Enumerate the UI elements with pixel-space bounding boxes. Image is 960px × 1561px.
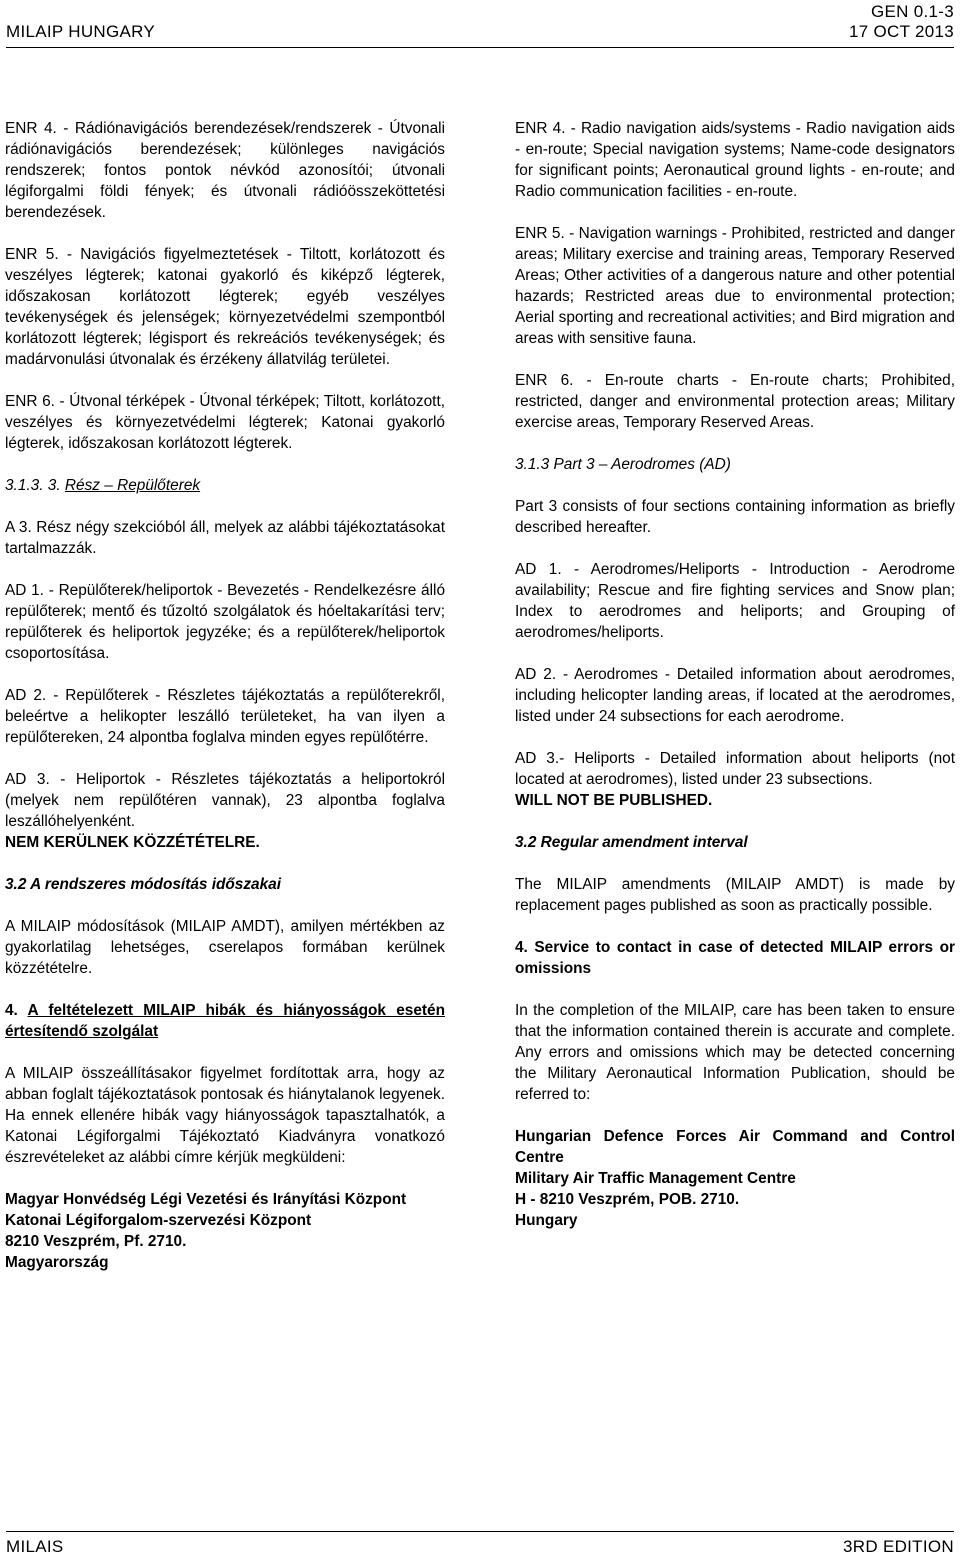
address-line: Military Air Traffic Management Centre [515,1170,796,1187]
amendment-paragraph-hu: A MILAIP módosítások (MILAIP AMDT), amilyen mértékben az gyakorlatilag lehetséges, cserelapos formában kerülnek közzétételre. [5,918,445,977]
ad1-paragraph-hu: AD 1. - Repülőterek/heliportok - Bevezetés - Rendelkezésre álló repülőterek; mentő és tűzoltó szolgálatok és hóeltakarítási terv; repülőterek és heliportok jegyzéke; és a repülőterek/heliportok csoportosítása. [5,582,445,662]
ad2-paragraph-hu: AD 2. - Repülőterek - Részletes tájékoztatás a repülőterekről, beleértve a helikopter leszálló területeket, ha van ilyen a repülőtereken, 24 alpontba foglalva minden egyes repülőtérre. [5,687,445,746]
ad3-text: AD 3. - Heliportok - Részletes tájékoztatás a heliportokról (melyek nem repülőtéren vannak), 23 alpontba foglalva leszállóhelyenként. [5,771,445,830]
page-reference: GEN 0.1-3 [870,2,954,21]
address-line: Hungary [515,1212,578,1229]
section-heading-32-en: 3.2 Regular amendment interval [515,834,748,851]
header-rule [6,47,954,48]
errors-paragraph-hu: A MILAIP összeállításakor figyelmet fordítottak arra, hogy az abban foglalt tájékoztatások pontosak és hiánytalanok legyenek. Ha ennek ellenére hibák vagy hiányosságok tapasztalhatók, a Katonai Légiforgalmi Tájékoztató Kiadványra vonatkozó észrevételeket az alábbi címre kérjük megküldeni: [5,1065,445,1166]
hungarian-column [5,118,445,1273]
publication-title: MILAIP HUNGARY [6,22,156,41]
section-heading-4-hu [5,1000,445,1042]
address-line: Magyarország [5,1254,109,1271]
ad3-paragraph-hu [5,769,445,853]
enr4-paragraph-hu: ENR 4. - Rádiónavigációs berendezések/rendszerek - Útvonali rádiónavigációs berendezések; különleges navigációs rendszerek; fontos pontok névkód azonosítói; útvonali légiforgalmi földi fények; és útvonali rádióösszeköttetési berendezések. [5,120,445,221]
errors-paragraph-en: In the completion of the MILAIP, care has been taken to ensure that the information contained therein is accurate and complete. Any errors and omissions which may be detected concerning the Military Aeronautical Information Publication, should be referred to: [515,1002,955,1103]
section-heading-313-en: 3.1.3 Part 3 – Aerodromes (AD) [515,456,731,473]
address-line: Katonai Légiforgalom-szervezési Központ [5,1212,312,1229]
page-header [6,0,954,46]
address-line: H - 8210 Veszprém, POB. 2710. [515,1191,740,1208]
section-number: 4. [5,1002,28,1019]
section-heading-4-en: 4. Service to contact in case of detected MILAIP errors or omissions [515,939,955,977]
part3-intro-hu: A 3. Rész négy szekcióból áll, melyek az alábbi tájékoztatásokat tartalmazzák. [5,519,445,557]
contact-address-hu [5,1189,445,1273]
enr5-paragraph-hu: ENR 5. - Navigációs figyelmeztetések - Tiltott, korlátozott és veszélyes légterek; katonai gyakorló és kiképző légterek, időszakosan korlátozott légterek; egyéb veszélyes tevékenységek és jelenségek; környezetvédelmi szempontból korlátozott légterek; légisport és rekreációs tevékenységek; és madárvonulási útvonalak és érzékeny állatvilág területei. [5,246,445,368]
enr4-paragraph-en: ENR 4. - Radio navigation aids/systems - Radio navigation aids - en-route; Special navigation systems; Name-code designators for significant points; Aeronautical ground lights - en-route; and Radio communication facilities - en-route. [515,120,955,200]
ad3-not-published-note: WILL NOT BE PUBLISHED. [515,792,713,809]
issue-date: 17 OCT 2013 [848,22,954,41]
footer-rule [6,1531,954,1532]
ad3-not-published-note: NEM KERÜLNEK KÖZZÉTÉTELRE. [5,834,260,851]
enr5-paragraph-en: ENR 5. - Navigation warnings - Prohibited, restricted and danger areas; Military exercise and training areas, Temporary Reserved Areas; Other activities of a dangerous nature and other potential hazards; Restricted areas due to environmental protection; Aerial sporting and recreational activities; and Bird migration and areas with sensitive fauna. [515,225,955,347]
part3-intro-en: Part 3 consists of four sections containing information as briefly described hereafter. [515,498,955,536]
ad3-text: AD 3.- Heliports - Detailed information about heliports (not located at aerodromes), listed under 23 subsections. [515,750,955,788]
amendment-paragraph-en: The MILAIP amendments (MILAIP AMDT) is made by replacement pages published as soon as practically possible. [515,876,955,914]
contact-address-en [515,1126,955,1231]
footer-edition: 3RD EDITION [843,1537,954,1556]
section-title: Rész – Repülőterek [64,477,201,494]
english-column [515,118,955,1231]
ad3-paragraph-en [515,748,955,811]
footer-publisher: MILAIS [6,1537,64,1556]
ad1-paragraph-en: AD 1. - Aerodromes/Heliports - Introduction - Aerodrome availability; Rescue and fire fighting services and Snow plan; Index to aerodromes and heliports; and Grouping of aerodromes/heliports. [515,561,955,641]
section-title: A feltételezett MILAIP hibák és hiányosságok esetén értesítendő szolgálat [5,1002,445,1040]
section-heading-32-hu: 3.2 A rendszeres módosítás időszakai [5,876,282,893]
page-reference-block [849,2,954,42]
address-line: Magyar Honvédség Légi Vezetési és Irányítási Központ [5,1191,407,1208]
section-number: 3.1.3. 3. [5,477,65,494]
ad2-paragraph-en: AD 2. - Aerodromes - Detailed information about aerodromes, including helicopter landing areas, if located at the aerodromes, listed under 24 subsections for each aerodrome. [515,666,955,725]
address-line: Hungarian Defence Forces Air Command and Control Centre [515,1128,955,1166]
address-line: 8210 Veszprém, Pf. 2710. [5,1233,187,1250]
enr6-paragraph-en: ENR 6. - En-route charts - En-route charts; Prohibited, restricted, danger and environmental protection areas; Military exercise areas, Temporary Reserved Areas. [515,372,955,431]
enr6-paragraph-hu: ENR 6. - Útvonal térképek - Útvonal térképek; Tiltott, korlátozott, veszélyes és környezetvédelmi légterek; Katonai gyakorló légterek, időszakosan korlátozott légterek. [5,393,445,452]
section-heading-313-hu [5,475,445,496]
